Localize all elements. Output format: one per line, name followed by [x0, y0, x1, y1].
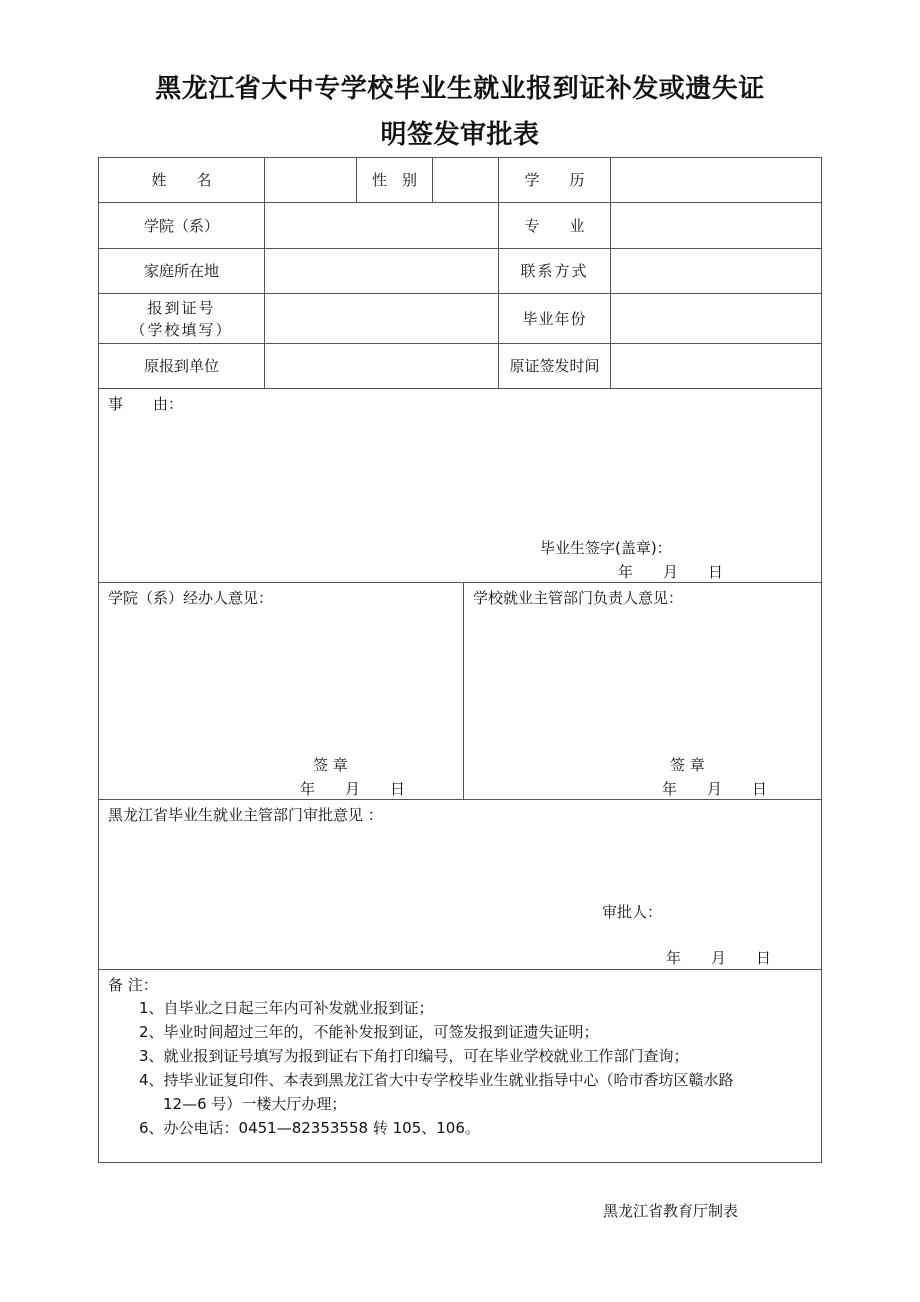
cert-number-field[interactable]: [265, 294, 498, 343]
province-opinion-label: 黑龙江省毕业生就业主管部门审批意见 ：: [108, 806, 383, 824]
college-opinion-field[interactable]: [100, 610, 462, 750]
college-label: 学院（系）: [143, 216, 219, 235]
original-issue-date-label: 原证签发时间: [509, 357, 600, 375]
school-opinion-field[interactable]: [465, 610, 820, 750]
major-label: 专 业: [524, 216, 585, 235]
gender-label: 性 别: [371, 171, 417, 189]
college-opinion-label: 学院（系）经办人意见：: [108, 589, 274, 607]
note-item: 4、持毕业证复印件、本表到黑龙江省大中专学校毕业生就业指导中心（哈市香坊区赣水路: [139, 1071, 734, 1089]
cert-number-label-line-2: （学校填写）: [130, 320, 233, 339]
approver-label: 审批人：: [602, 903, 663, 921]
college-field[interactable]: [265, 203, 498, 248]
graduation-year-label: 毕业年份: [522, 309, 587, 328]
major-field[interactable]: [611, 203, 821, 248]
graduation-year-field[interactable]: [611, 294, 821, 343]
note-item: 6、办公电话：0451—82353558 转 105、106。: [139, 1119, 480, 1137]
contact-label: 联系方式: [520, 262, 589, 280]
home-location-label: 家庭所在地: [143, 262, 219, 280]
issuer-footer: 黑龙江省教育厅制表: [603, 1202, 739, 1220]
name-label: 姓 名: [151, 171, 212, 189]
name-field[interactable]: [265, 158, 356, 202]
reason-date: 年 月 日: [618, 563, 724, 581]
original-issue-date-field[interactable]: [611, 344, 821, 388]
note-item-continuation: 12—6 号）一楼大厅办理；: [163, 1095, 347, 1113]
cert-number-label: [99, 294, 264, 343]
reason-field[interactable]: [100, 415, 820, 535]
education-label: 学 历: [524, 171, 585, 189]
home-location-field[interactable]: [265, 249, 498, 293]
original-unit-label: 原报到单位: [143, 357, 219, 375]
note-item: 3、就业报到证号填写为报到证右下角打印编号，可在毕业学校就业工作部门查询；: [139, 1047, 689, 1065]
gender-field[interactable]: [433, 158, 498, 202]
contact-field[interactable]: [611, 249, 821, 293]
province-opinion-date: 年 月 日: [666, 949, 772, 967]
school-opinion-label: 学校就业主管部门负责人意见：: [473, 589, 684, 607]
school-seal-label: 签 章: [670, 756, 705, 774]
school-opinion-date: 年 月 日: [662, 780, 768, 798]
notes-label: 备 注：: [108, 976, 158, 994]
note-item: 1、自毕业之日起三年内可补发就业报到证；: [139, 999, 434, 1017]
document-title-line-1: 黑龙江省大中专学校毕业生就业报到证补发或遗失证: [155, 74, 765, 104]
education-field[interactable]: [611, 158, 821, 202]
reason-label: 事 由：: [108, 395, 184, 413]
province-opinion-field[interactable]: [100, 828, 820, 898]
note-item: 2、毕业时间超过三年的，不能补发报到证，可签发报到证遗失证明；: [139, 1023, 599, 1041]
graduate-signature-label: 毕业生签字(盖章)：: [540, 539, 672, 557]
original-unit-field[interactable]: [265, 344, 498, 388]
college-opinion-date: 年 月 日: [300, 780, 406, 798]
college-seal-label: 签 章: [313, 756, 348, 774]
document-title-line-2: 明签发审批表: [380, 120, 540, 150]
cert-number-label-line-1: 报到证号: [147, 298, 216, 317]
